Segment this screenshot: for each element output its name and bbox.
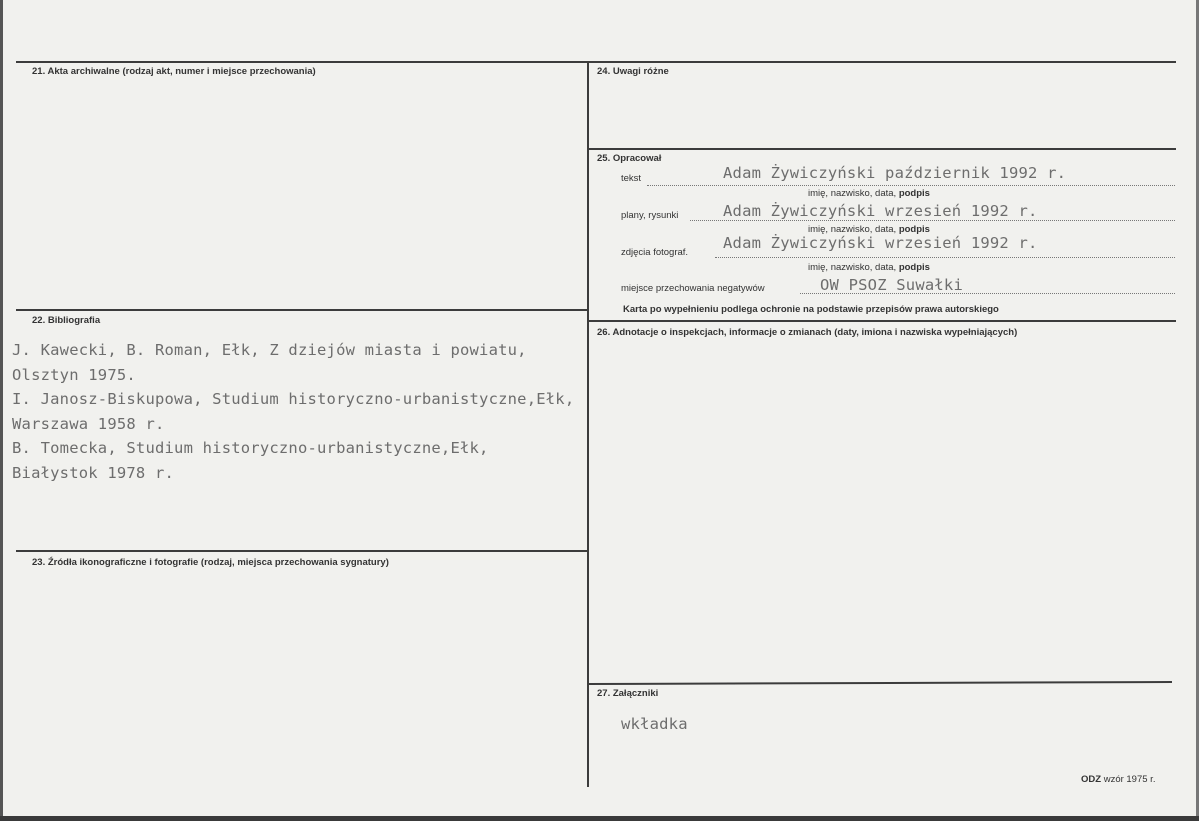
plany-label: plany, rysunki	[621, 210, 679, 221]
plany-caption: imię, nazwisko, data, podpis	[808, 224, 930, 235]
divider-top	[16, 61, 1176, 63]
negatywy-label: miejsce przechowania negatywów	[621, 283, 765, 294]
bibliography-line: Białystok 1978 r.	[12, 464, 175, 482]
section-25-label: 25. Opracował	[597, 153, 662, 164]
zdjecia-caption: imię, nazwisko, data, podpis	[808, 262, 930, 273]
divider-26-27	[589, 681, 1172, 685]
plany-dotted-line	[690, 220, 1175, 221]
section-26-label: 26. Adnotacje o inspekcjach, informacje o zmianach (daty, imiona i nazwiska wypełniających)	[597, 327, 1018, 338]
attachments-value: wkładka	[621, 715, 688, 733]
negatywy-value: OW PSOZ Suwałki	[820, 276, 963, 294]
tekst-caption: imię, nazwisko, data, podpis	[808, 188, 930, 199]
divider-22-23	[16, 550, 587, 552]
card-left-edge	[0, 0, 3, 821]
bibliography-line: Olsztyn 1975.	[12, 366, 136, 384]
section-23-label: 23. Źródła ikonograficzne i fotografie (rodzaj, miejsca przechowania sygnatury)	[32, 557, 389, 568]
section-27-label: 27. Załączniki	[597, 688, 659, 699]
bibliography-line: B. Tomecka, Studium historyczno-urbanistyczne,Ełk,	[12, 439, 489, 457]
card-bottom-edge	[0, 816, 1199, 821]
copyright-notice: Karta po wypełnieniu podlega ochronie na podstawie przepisów prawa autorskiego	[623, 304, 999, 315]
section-22-label: 22. Bibliografia	[32, 315, 101, 326]
tekst-dotted-line	[647, 185, 1175, 186]
zdjecia-value: Adam Żywiczyński wrzesień 1992 r.	[723, 234, 1038, 252]
bibliography-line: I. Janosz-Biskupowa, Studium historyczno-urbanistyczne,Ełk,	[12, 390, 575, 408]
divider-24-25	[589, 148, 1176, 150]
divider-21-22	[16, 309, 587, 311]
divider-25-26	[589, 320, 1176, 322]
tekst-value: Adam Żywiczyński październik 1992 r.	[723, 164, 1067, 182]
bibliography-line: J. Kawecki, B. Roman, Ełk, Z dziejów miasta i powiatu,	[12, 341, 527, 359]
plany-value: Adam Żywiczyński wrzesień 1992 r.	[723, 202, 1038, 220]
zdjecia-label: zdjęcia fotograf.	[621, 247, 689, 258]
divider-center	[587, 61, 589, 787]
form-version: ODZ wzór 1975 r.	[1081, 774, 1156, 785]
section-21-label: 21. Akta archiwalne (rodzaj akt, numer i miejsce przechowania)	[32, 66, 316, 77]
bibliography-line: Warszawa 1958 r.	[12, 415, 165, 433]
zdjecia-dotted-line	[715, 257, 1175, 258]
section-24-label: 24. Uwagi różne	[597, 66, 669, 77]
tekst-label: tekst	[621, 173, 642, 184]
